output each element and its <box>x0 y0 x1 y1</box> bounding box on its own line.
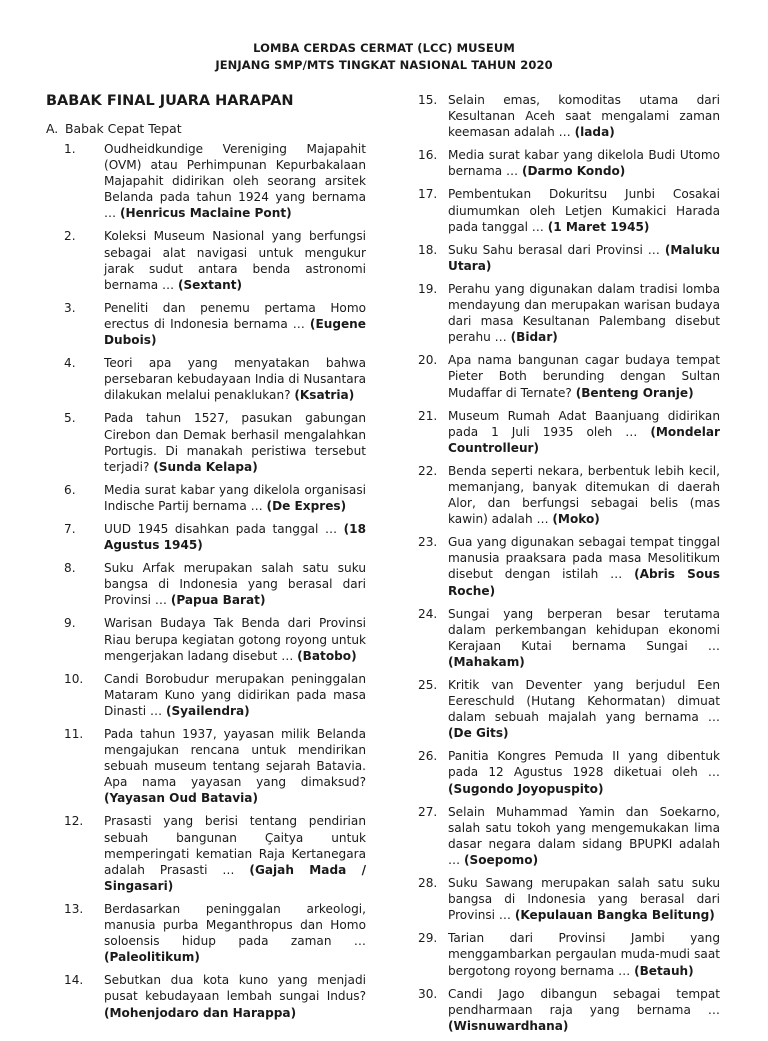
question-answer: (Maluku Utara) <box>448 242 720 273</box>
question-text: Pada tahun 1527, pasukan gabungan Cirebon dan Demak berhasil mengalahkan Portugis. Di manakah peristiwa tersebut terjadi? <box>104 411 366 474</box>
question-text: Pembentukan Dokuritsu Junbi Cosakai diumumkan oleh Letjen Kumakici Harada pada tanggal … <box>448 187 720 234</box>
question-item <box>418 986 720 1034</box>
question-item <box>64 615 366 663</box>
question-number: 10. <box>64 671 84 686</box>
question-answer: (De Gits) <box>448 726 509 741</box>
question-answer: (De Expres) <box>266 498 347 513</box>
question-text: Perahu yang digunakan dalam tradisi lomba mendayung dan merupakan warisan budaya dari masa Kesultanan Palembang disebut perahu … <box>448 281 720 345</box>
question-text: Koleksi Museum Nasional yang berfungsi sebagai alat navigasi untuk mengukur jarak sudut antara benda astronomi bernama … <box>104 229 366 292</box>
question-text: Sungai yang berperan besar terutama dalam perkembangan kehidupan ekonomi Kerajaan Kutai bernama Sungai … <box>448 606 720 653</box>
question-text: Prasasti yang berisi tentang pendirian sebuah bangunan Çaitya untuk memperingati kematian Raja Kertanegara adalah Prasasti … <box>104 814 366 877</box>
question-text: Media surat kabar yang dikelola organisasi Indische Partij bernama … <box>104 482 366 513</box>
question-text: Warisan Budaya Tak Benda dari Provinsi Riau berupa kegiatan gotong royong untuk mengerjakan ladang disebut … <box>104 616 366 663</box>
question-answer: (Moko) <box>552 512 600 527</box>
question-text: Berdasarkan peninggalan arkeologi, manusia purba Meganthropus dan Homo soloensis hidup pada zaman … <box>104 901 366 949</box>
question-answer: (Bidar) <box>510 330 558 345</box>
question-text: Media surat kabar yang dikelola Budi Utomo bernama … <box>448 148 720 179</box>
question-item <box>418 748 720 796</box>
question-item <box>64 726 366 806</box>
question-number: 27. <box>418 804 438 819</box>
question-answer: (Ksatria) <box>294 388 355 403</box>
question-answer: (Yayasan Oud Batavia) <box>104 791 258 806</box>
question-item <box>64 410 366 474</box>
question-text: Sebutkan dua kota kuno yang menjadi pusat kebudayaan lembah sungai Indus? <box>104 973 366 1004</box>
question-answer: (Papua Barat) <box>170 593 266 608</box>
question-item <box>64 521 366 553</box>
question-text: Candi Jago dibangun sebagai tempat pendharmaan raja yang bernama … <box>448 986 720 1017</box>
header-line-2: JENJANG SMP/MTS TINGKAT NASIONAL TAHUN 2020 <box>215 58 553 72</box>
question-number: 16. <box>418 148 438 163</box>
question-number: 22. <box>418 463 438 478</box>
question-item <box>418 606 720 670</box>
question-item <box>418 463 720 527</box>
question-item <box>418 534 720 598</box>
subsection-title: Babak Cepat Tepat <box>65 121 182 136</box>
question-answer: (1 Maret 1945) <box>547 219 650 234</box>
question-text: UUD 1945 disahkan pada tanggal … <box>104 521 344 536</box>
question-text: Apa nama bangunan cagar budaya tempat Pieter Both berunding dengan Sultan Mudaffar di Ternate? <box>448 353 720 400</box>
question-number: 20. <box>418 353 438 368</box>
questions-right-column <box>418 92 720 1041</box>
question-answer: (Batobo) <box>297 648 357 663</box>
question-number: 2. <box>64 229 76 244</box>
document-header <box>0 40 768 74</box>
question-text: Selain Muhammad Yamin dan Soekarno, salah satu tokoh yang mengemukakan lima dasar negara dalam sidang BPUPKI adalah … <box>448 804 720 867</box>
question-number: 11. <box>64 727 84 741</box>
question-item <box>418 677 720 741</box>
question-text: Suku Sawang merupakan salah satu suku bangsa di Indonesia yang berasal dari Provinsi … <box>448 876 720 923</box>
question-text: Tarian dari Provinsi Jambi yang menggambarkan pergaulan muda-mudi saat bergotong royong bernama … <box>448 931 720 978</box>
question-answer: (Mohenjodaro dan Harappa) <box>104 1005 297 1020</box>
question-text: Peneliti dan penemu pertama Homo erectus di Indonesia bernama … <box>104 300 366 331</box>
questions-left-column <box>64 141 366 1028</box>
question-answer: (Betauh) <box>634 963 694 978</box>
question-answer: (Soepomo) <box>463 852 539 867</box>
question-number: 12. <box>64 814 84 829</box>
question-text: Suku Sahu berasal dari Provinsi … <box>448 242 665 257</box>
question-answer: (Gajah Mada / Singasari) <box>104 862 366 893</box>
question-text: Benda seperti nekara, berbentuk lebih kecil, memanjang, banyak ditemukan di daerah Alor, dan berfungsi sebagai belis (mas kawin) adalah … <box>448 463 720 527</box>
question-number: 14. <box>64 973 84 988</box>
section-title: BABAK FINAL JUARA HARAPAN <box>46 93 294 109</box>
question-answer: (Sextant) <box>177 277 243 292</box>
subsection-letter: A. <box>46 121 59 136</box>
question-answer: (Sunda Kelapa) <box>153 459 258 474</box>
question-answer: (Mondelar Countrolleur) <box>448 424 720 455</box>
question-number: 3. <box>64 300 76 315</box>
question-number: 1. <box>64 142 76 156</box>
question-number: 26. <box>418 749 438 764</box>
question-answer: (Mahakam) <box>448 654 525 669</box>
question-number: 23. <box>418 535 438 550</box>
question-answer: (Paleolitikum) <box>104 950 200 965</box>
question-item <box>418 408 720 456</box>
question-number: 19. <box>418 281 438 296</box>
question-text: Oudheidkundige Vereniging Majapahit (OVM) atau Perhimpunan Kepurbakalaan Majapahit didirikan oleh seorang arsitek Belanda pada tahun 1924 yang bernama … <box>104 142 366 221</box>
question-number: 28. <box>418 876 438 891</box>
question-item <box>64 813 366 893</box>
question-text: Panitia Kongres Pemuda II yang dibentuk pada 12 Agustus 1928 diketuai oleh … <box>448 749 720 780</box>
question-item <box>64 972 366 1020</box>
question-item <box>418 147 720 179</box>
question-number: 7. <box>64 521 76 536</box>
question-answer: (Abris Sous Roche) <box>448 567 720 598</box>
question-text: Museum Rumah Adat Baanjuang didirikan pada 1 Juli 1935 oleh … <box>448 408 720 439</box>
question-number: 8. <box>64 561 76 576</box>
question-number: 29. <box>418 931 438 946</box>
question-text: Suku Arfak merupakan salah satu suku bangsa di Indonesia yang berasal dari Provinsi … <box>104 561 366 608</box>
question-item <box>418 186 720 234</box>
question-answer: (Wisnuwardhana) <box>448 1018 569 1033</box>
question-item <box>64 141 366 221</box>
question-item <box>64 560 366 608</box>
question-item <box>418 352 720 400</box>
question-item <box>418 930 720 978</box>
question-item <box>64 482 366 514</box>
question-number: 30. <box>418 986 438 1001</box>
question-item <box>418 92 720 140</box>
question-text: Selain emas, komoditas utama dari Kesultanan Aceh saat mengalami zaman keemasan adalah … <box>448 93 720 140</box>
question-number: 24. <box>418 606 438 621</box>
question-number: 6. <box>64 482 76 497</box>
question-answer: (lada) <box>574 125 615 140</box>
question-item <box>64 671 366 719</box>
question-text: Teori apa yang menyatakan bahwa persebaran kebudayaan India di Nusantara dilakukan melalui penaklukan? <box>104 356 366 403</box>
question-answer: (Benteng Oranje) <box>575 385 694 400</box>
subsection-heading <box>46 121 182 136</box>
question-text: Gua yang digunakan sebagai tempat tinggal manusia praaksara pada masa Mesolitikum disebut dengan istilah … <box>448 535 720 582</box>
question-answer: (Eugene Dubois) <box>104 316 366 348</box>
question-item <box>418 281 720 345</box>
question-item <box>64 355 366 403</box>
question-number: 4. <box>64 356 76 371</box>
question-item <box>64 901 366 965</box>
question-answer: (Darmo Kondo) <box>521 164 626 179</box>
question-answer: (18 Agustus 1945) <box>104 521 366 553</box>
question-number: 5. <box>64 411 76 426</box>
question-number: 17. <box>418 187 438 202</box>
question-number: 15. <box>418 93 438 107</box>
question-number: 9. <box>64 616 76 631</box>
question-item <box>418 875 720 923</box>
question-answer: (Kepulauan Bangka Belitung) <box>514 908 715 923</box>
question-number: 21. <box>418 408 438 423</box>
header-line-1: LOMBA CERDAS CERMAT (LCC) MUSEUM <box>253 41 515 55</box>
question-number: 18. <box>418 242 438 257</box>
question-item <box>418 242 720 274</box>
question-number: 25. <box>418 678 438 692</box>
question-number: 13. <box>64 901 84 916</box>
question-text: Pada tahun 1937, yayasan milik Belanda mengajukan rencana untuk mendirikan sebuah museum tentang sejarah Batavia. Apa nama yayasan yang dimaksud? <box>104 727 366 790</box>
question-answer: (Henricus Maclaine Pont) <box>119 206 292 221</box>
question-answer: (Syailendra) <box>165 703 250 718</box>
question-item <box>64 300 366 348</box>
question-item <box>64 228 366 292</box>
question-text: Kritik van Deventer yang berjudul Een Eereschuld (Hutang Kehormatan) dimuat dalam sebuah majalah yang bernama … <box>448 678 720 725</box>
question-answer: (Sugondo Joyopuspito) <box>448 781 604 796</box>
question-item <box>418 804 720 868</box>
question-text: Candi Borobudur merupakan peninggalan Mataram Kuno yang didirikan pada masa Dinasti … <box>104 671 366 718</box>
